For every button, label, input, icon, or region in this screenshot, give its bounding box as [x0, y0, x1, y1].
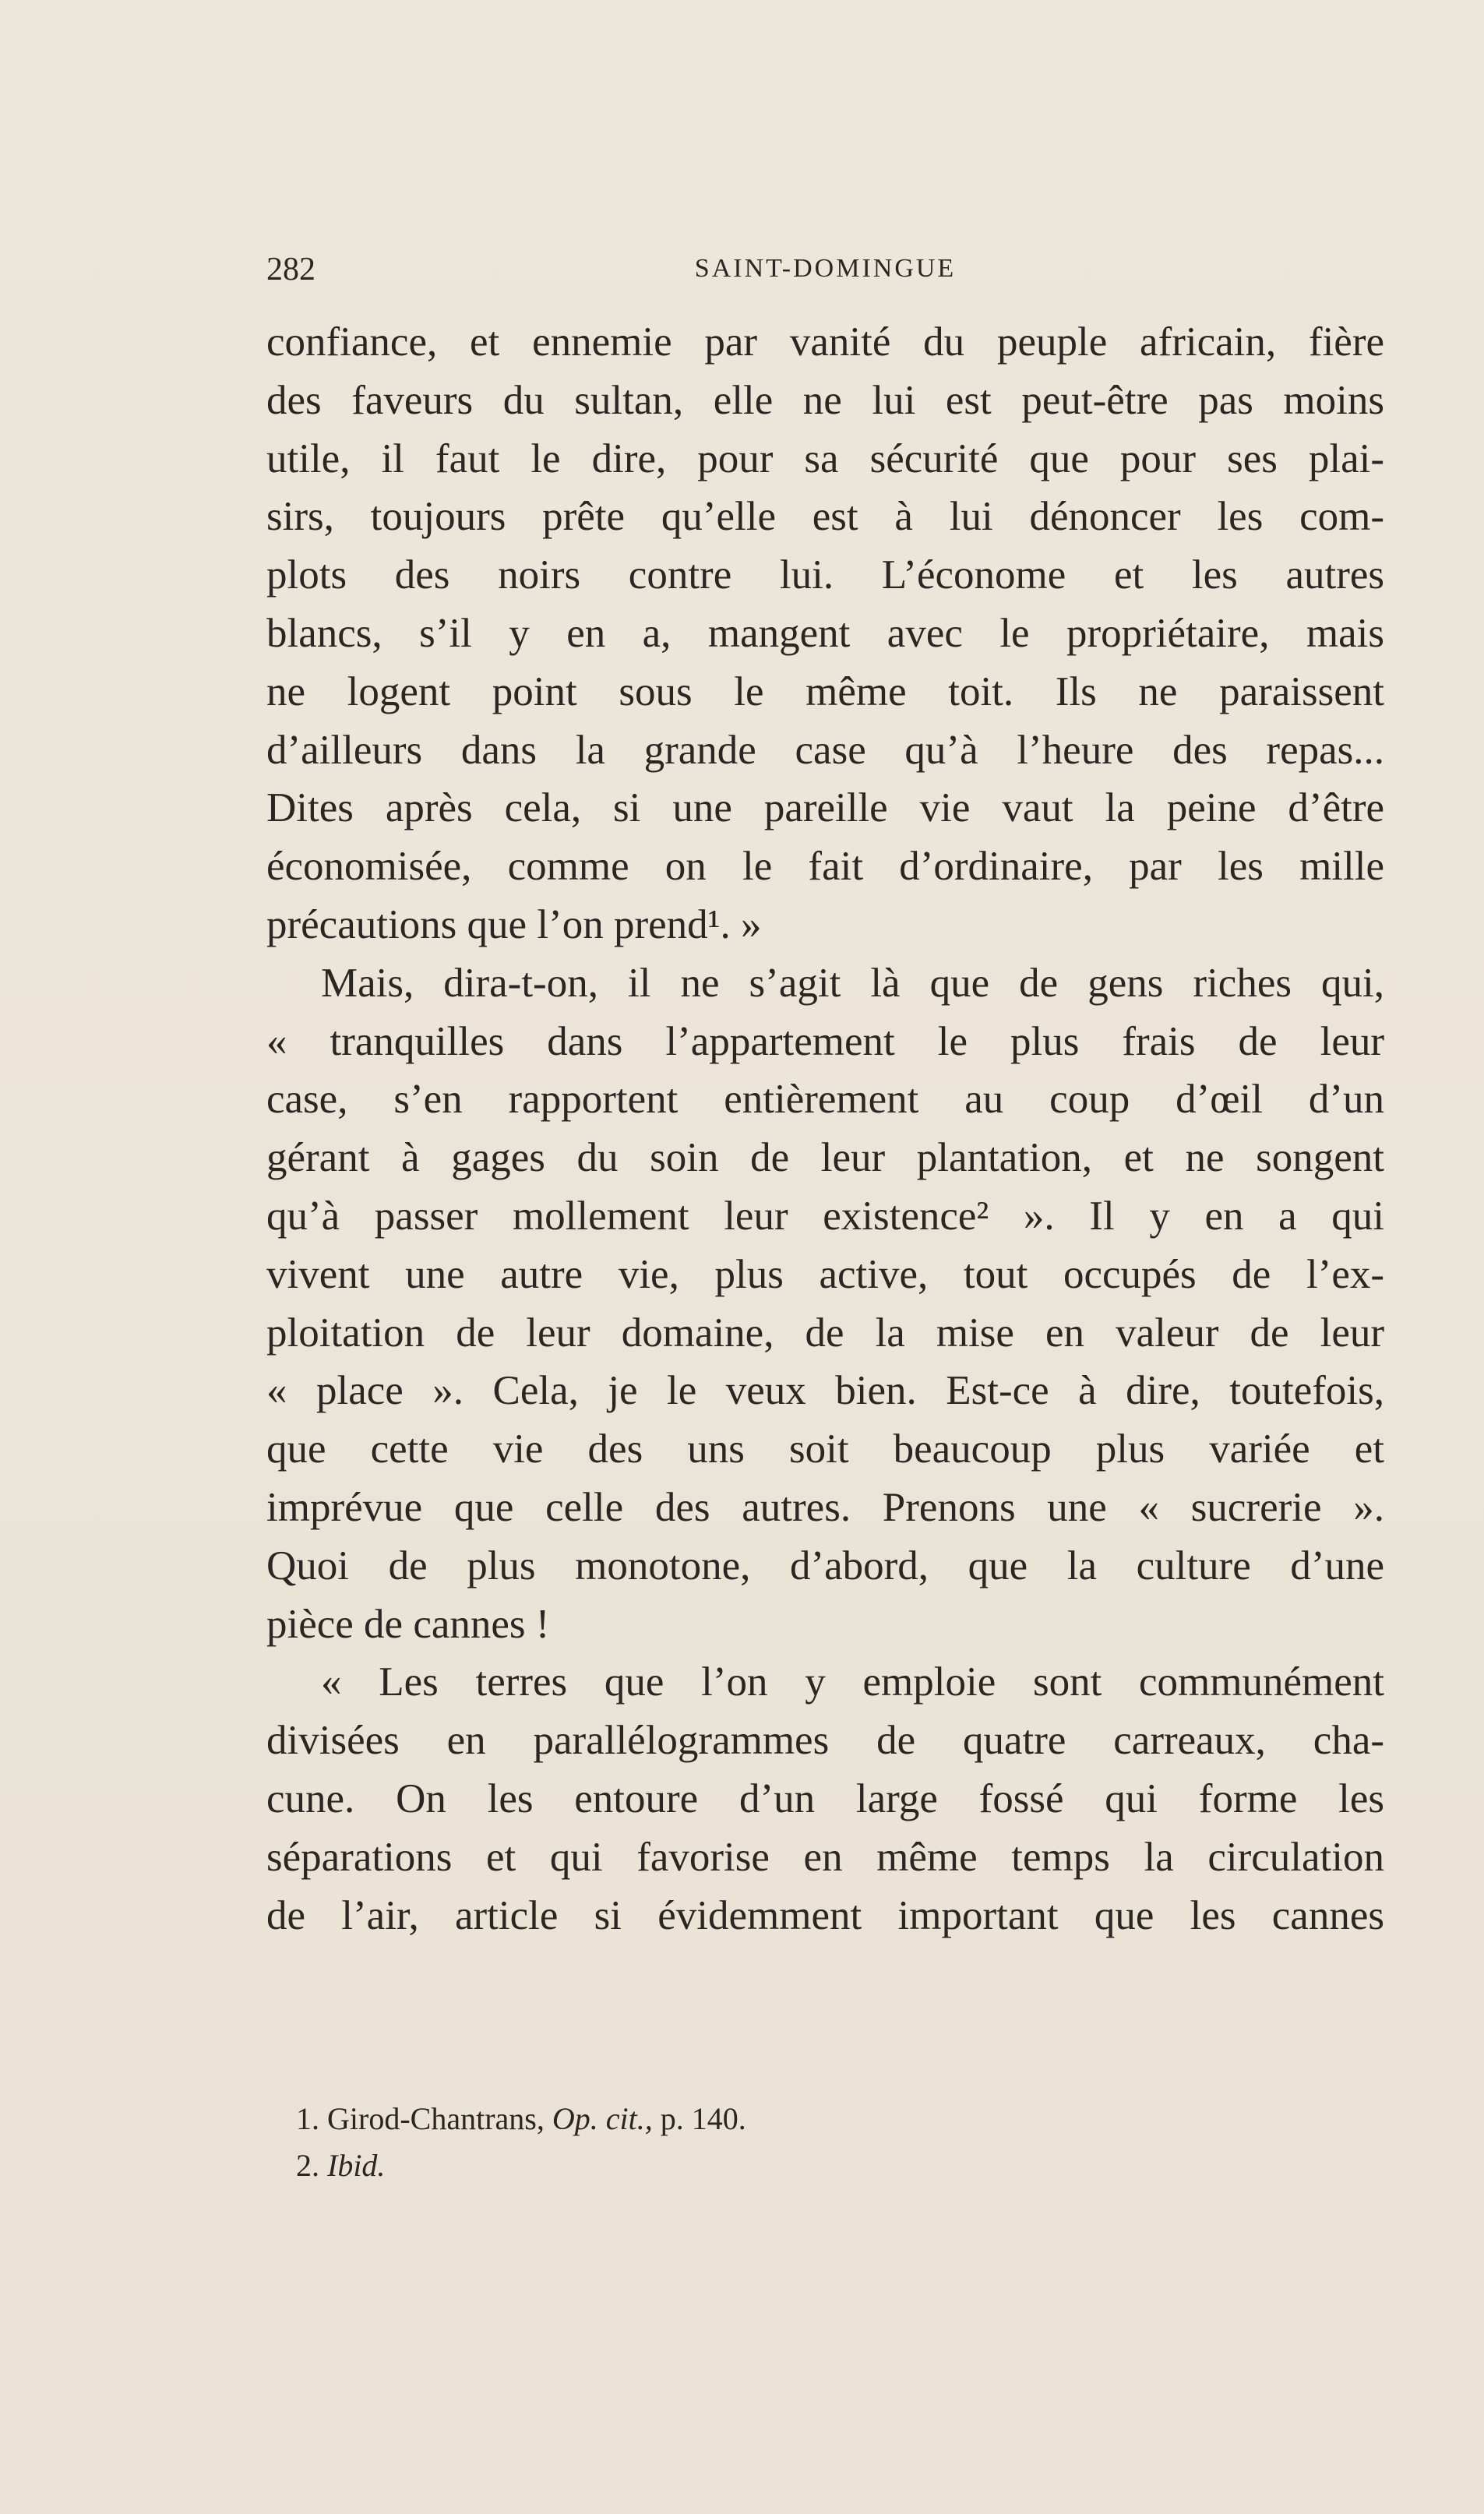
text-line: Dites après cela, si une pareille vie vaut la peine d’être [266, 785, 1384, 831]
text-line: des faveurs du sultan, elle ne lui est peut-être pas moins [266, 377, 1384, 423]
text-line: de l’air, article si évidemment important que les cannes [266, 1892, 1384, 1938]
text-line-paragraph-start: « Les terres que l’on y emploie sont communément [321, 1659, 1384, 1705]
text-line: Quoi de plus monotone, d’abord, que la culture d’une [266, 1543, 1384, 1588]
text-line: économisée, comme on le fait d’ordinaire, par les mille [266, 844, 1384, 890]
footnote-1 [296, 2096, 1153, 2142]
text-line: cune. On les entoure d’un large fossé qui forme les [266, 1775, 1384, 1821]
text-line: ne logent point sous le même toit. Ils ne paraissent [266, 668, 1384, 714]
footnote-page: p. 140. [660, 2101, 746, 2136]
text-line: ploitation de leur domaine, de la mise en valeur de leur [266, 1310, 1384, 1356]
text-line: « tranquilles dans l’appartement le plus frais de leur [266, 1018, 1384, 1064]
text-line: utile, il faut le dire, pour sa sécurité que pour ses plai- [266, 435, 1384, 481]
text-line: vivent une autre vie, plus active, tout occupés de l’ex- [266, 1251, 1384, 1297]
footnote-number: 1. [296, 2101, 319, 2136]
text-line: case, s’en rapportent entièrement au coup d’œil d’un [266, 1077, 1384, 1123]
footnote-reference: Ibid. [327, 2148, 386, 2183]
text-line: blancs, s’il y en a, mangent avec le propriétaire, mais [266, 610, 1384, 656]
text-line: d’ailleurs dans la grande case qu’à l’heure des repas... [266, 727, 1384, 773]
text-line: gérant à gages du soin de leur plantation, et ne songent [266, 1135, 1384, 1181]
text-line: séparations et qui favorise en même temps la circulation [266, 1834, 1384, 1880]
text-line-paragraph-end: précautions que l’on prend¹. » [266, 901, 762, 947]
text-line: divisées en parallélogrammes de quatre carreaux, cha- [266, 1718, 1384, 1764]
footnote-2 [296, 2142, 1153, 2189]
text-line: que cette vie des uns soit beaucoup plus variée et [266, 1426, 1384, 1472]
text-line-paragraph-end: pièce de cannes ! [266, 1601, 550, 1647]
text-line-paragraph-start: Mais, dira-t-on, il ne s’agit là que de gens riches qui, [321, 960, 1384, 1006]
footnote-number: 2. [296, 2148, 319, 2183]
footnote-reference: Op. cit., [552, 2101, 653, 2136]
running-title: SAINT-DOMINGUE [694, 254, 957, 283]
text-line: plots des noirs contre lui. L’économe et les autres [266, 552, 1384, 598]
page-number: 282 [266, 252, 315, 287]
footnote-author: Girod-Chantrans, [327, 2101, 545, 2136]
text-line: confiance, et ennemie par vanité du peuple africain, fière [266, 319, 1384, 365]
body-text [266, 313, 1384, 1945]
page-header [266, 251, 1384, 290]
text-line: imprévue que celle des autres. Prenons une « sucrerie ». [266, 1484, 1384, 1530]
footnotes [296, 2096, 1153, 2189]
text-line: sirs, toujours prête qu’elle est à lui dénoncer les com- [266, 494, 1384, 540]
text-line: qu’à passer mollement leur existence² ». Il y en a qui [266, 1193, 1384, 1239]
text-line: « place ». Cela, je le veux bien. Est-ce à dire, toutefois, [266, 1368, 1384, 1414]
